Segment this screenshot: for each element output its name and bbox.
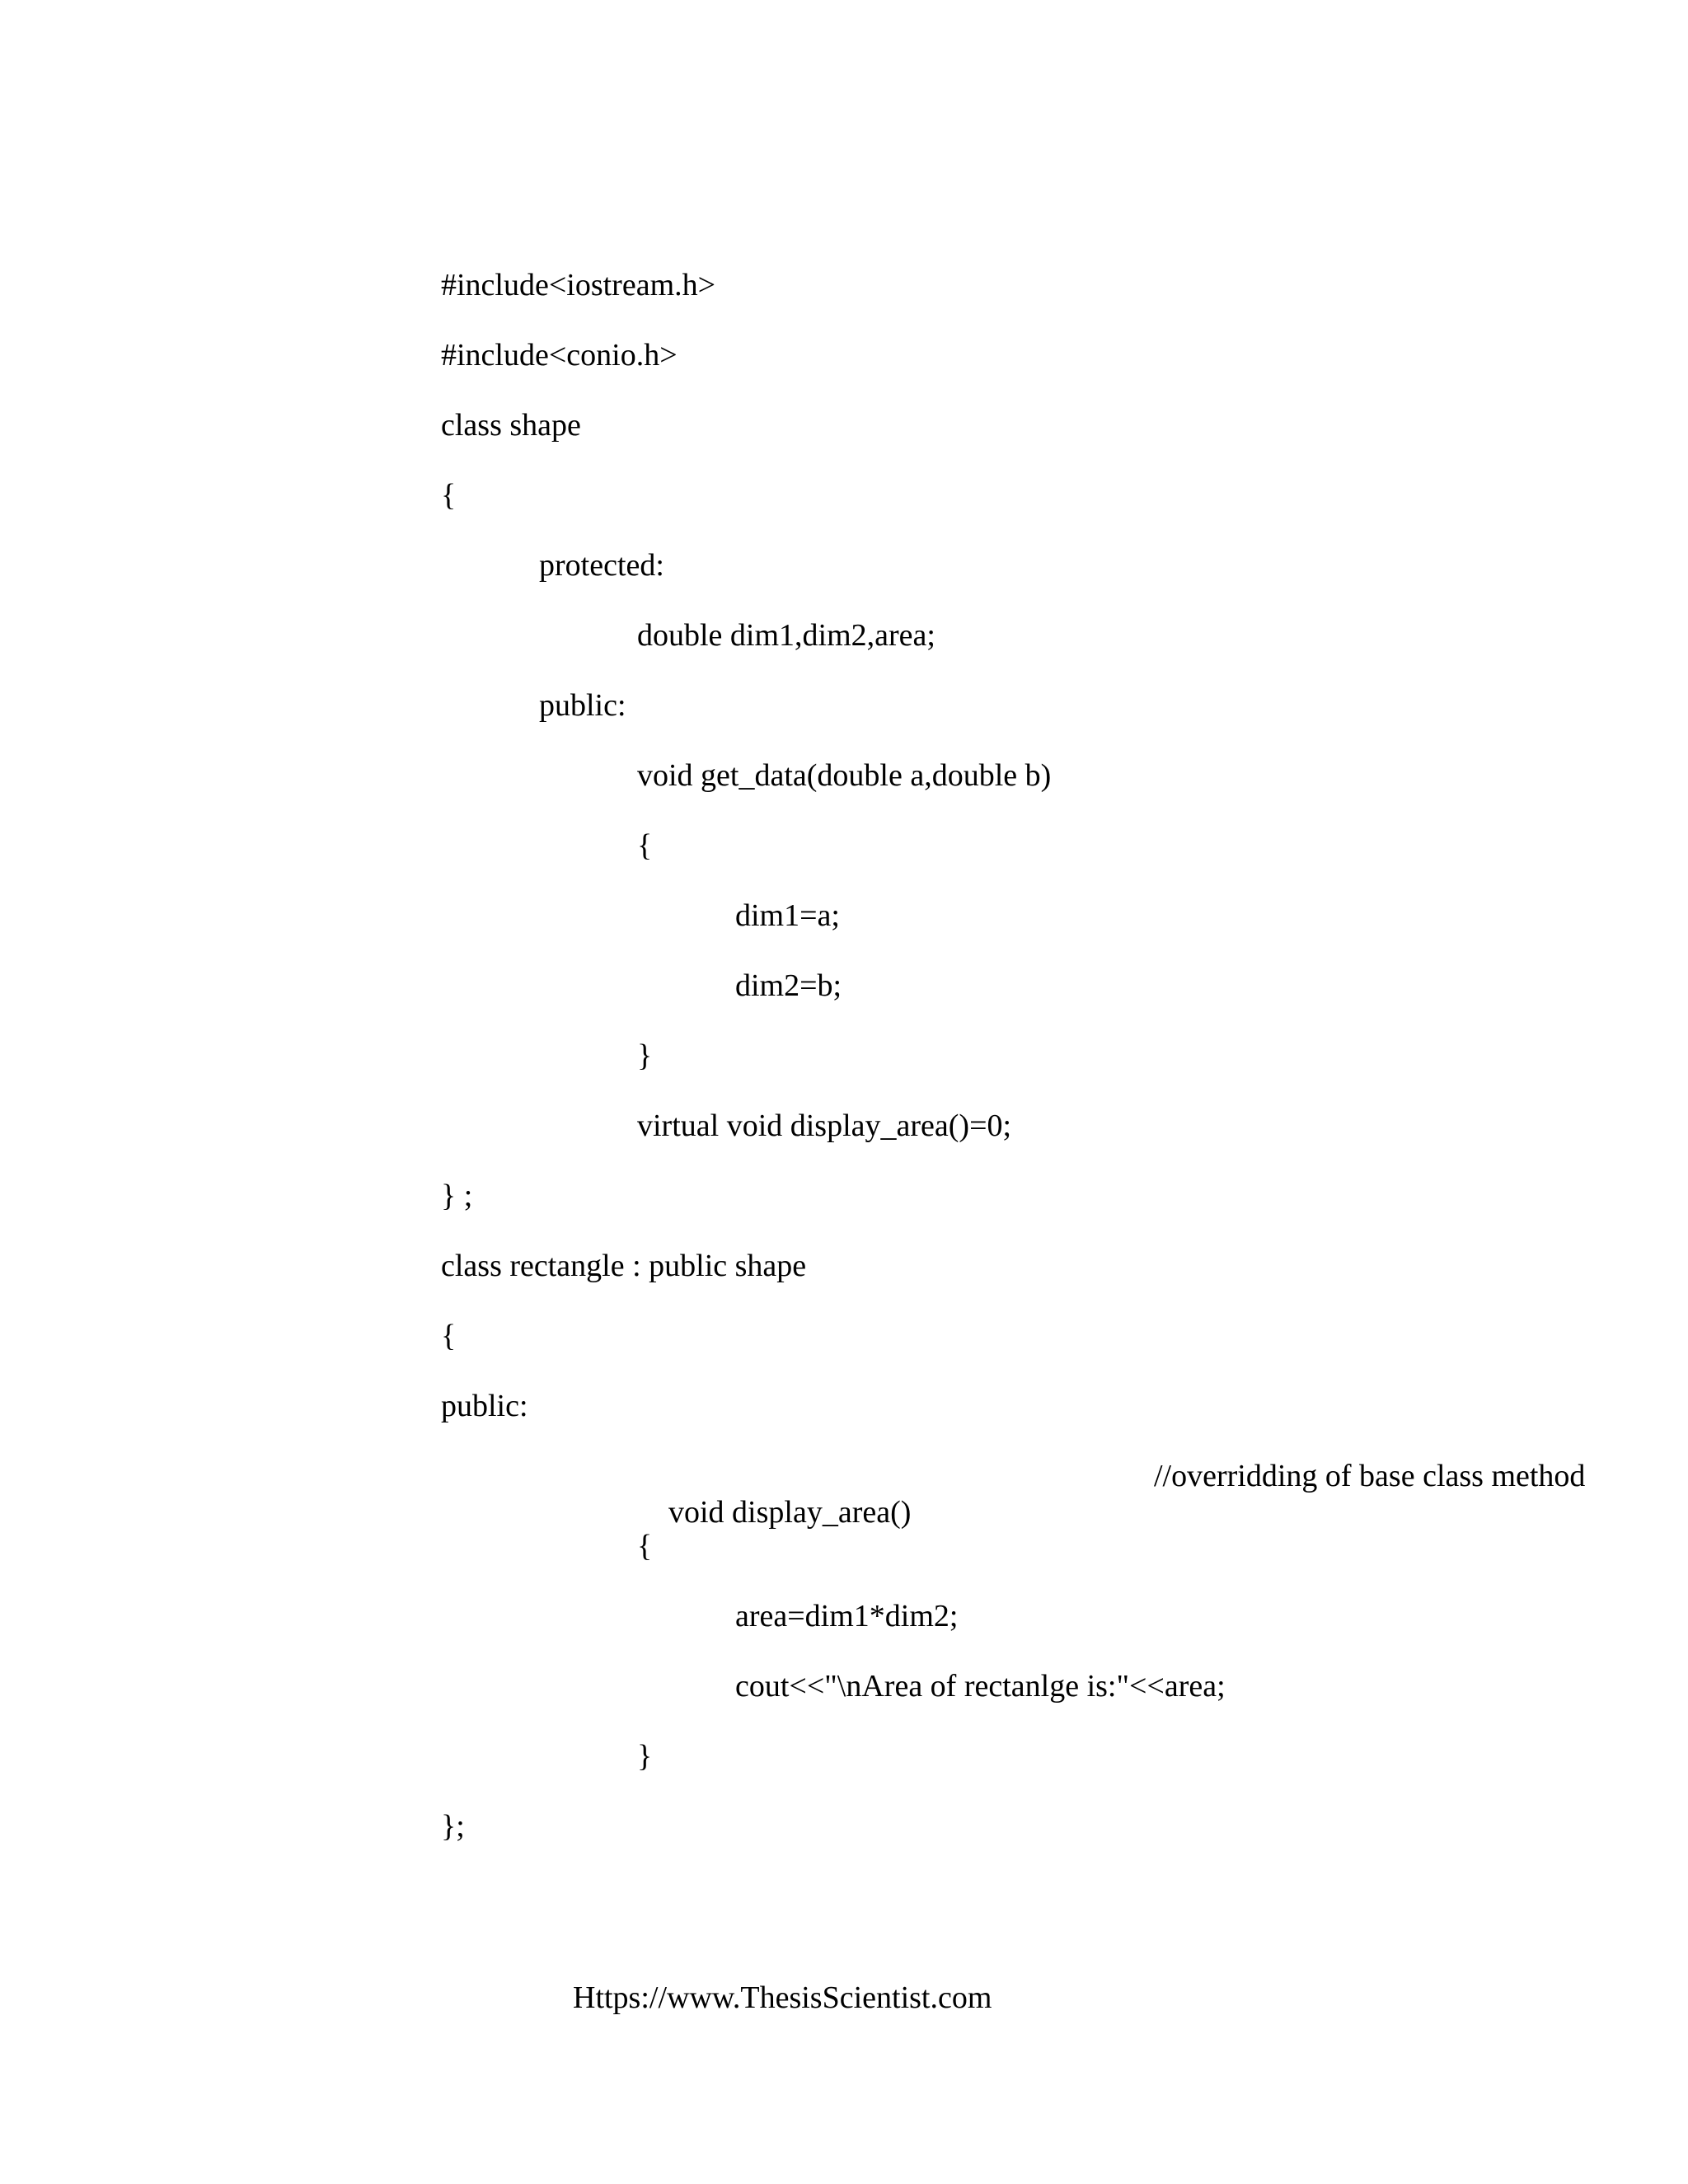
code-line-double-dims: double dim1,dim2,area; [637,618,935,653]
code-line-class-close: } ; [441,1179,473,1213]
code-line-rect-class-close: }; [441,1809,465,1844]
code-line-method-close-brace: } [637,1038,653,1073]
footer-url: Https://www.ThesisScientist.com [573,1980,992,2015]
code-display-area-signature: void display_area() [668,1495,912,1530]
code-line-include-conio: #include<conio.h> [441,338,678,373]
code-line-display-area-override [637,1458,1586,1603]
code-line-rect-public: public: [441,1389,528,1423]
code-line-cout: cout<<"\nArea of rectanlge is:"<<area; [735,1669,1226,1704]
code-line-area-calc: area=dim1*dim2; [735,1599,959,1633]
code-comment-override: //overridding of base class method [1154,1459,1586,1493]
code-line-dim1-assign: dim1=a; [735,898,840,933]
code-line-include-iostream: #include<iostream.h> [441,268,716,302]
code-line-protected: protected: [539,548,664,583]
code-line-dim2-assign: dim2=b; [735,968,842,1003]
code-line-get-data: void get_data(double a,double b) [637,758,1052,793]
code-line-override-open-brace: { [637,1529,653,1563]
code-line-open-brace: { [441,478,457,513]
code-line-rect-open-brace: { [441,1319,457,1353]
code-line-class-shape: class shape [441,408,581,443]
code-line-public: public: [539,688,626,723]
code-line-virtual-display-area: virtual void display_area()=0; [637,1108,1012,1143]
code-line-override-close-brace: } [637,1739,653,1774]
code-line-method-open-brace: { [637,828,653,863]
code-line-class-rectangle: class rectangle : public shape [441,1249,807,1283]
